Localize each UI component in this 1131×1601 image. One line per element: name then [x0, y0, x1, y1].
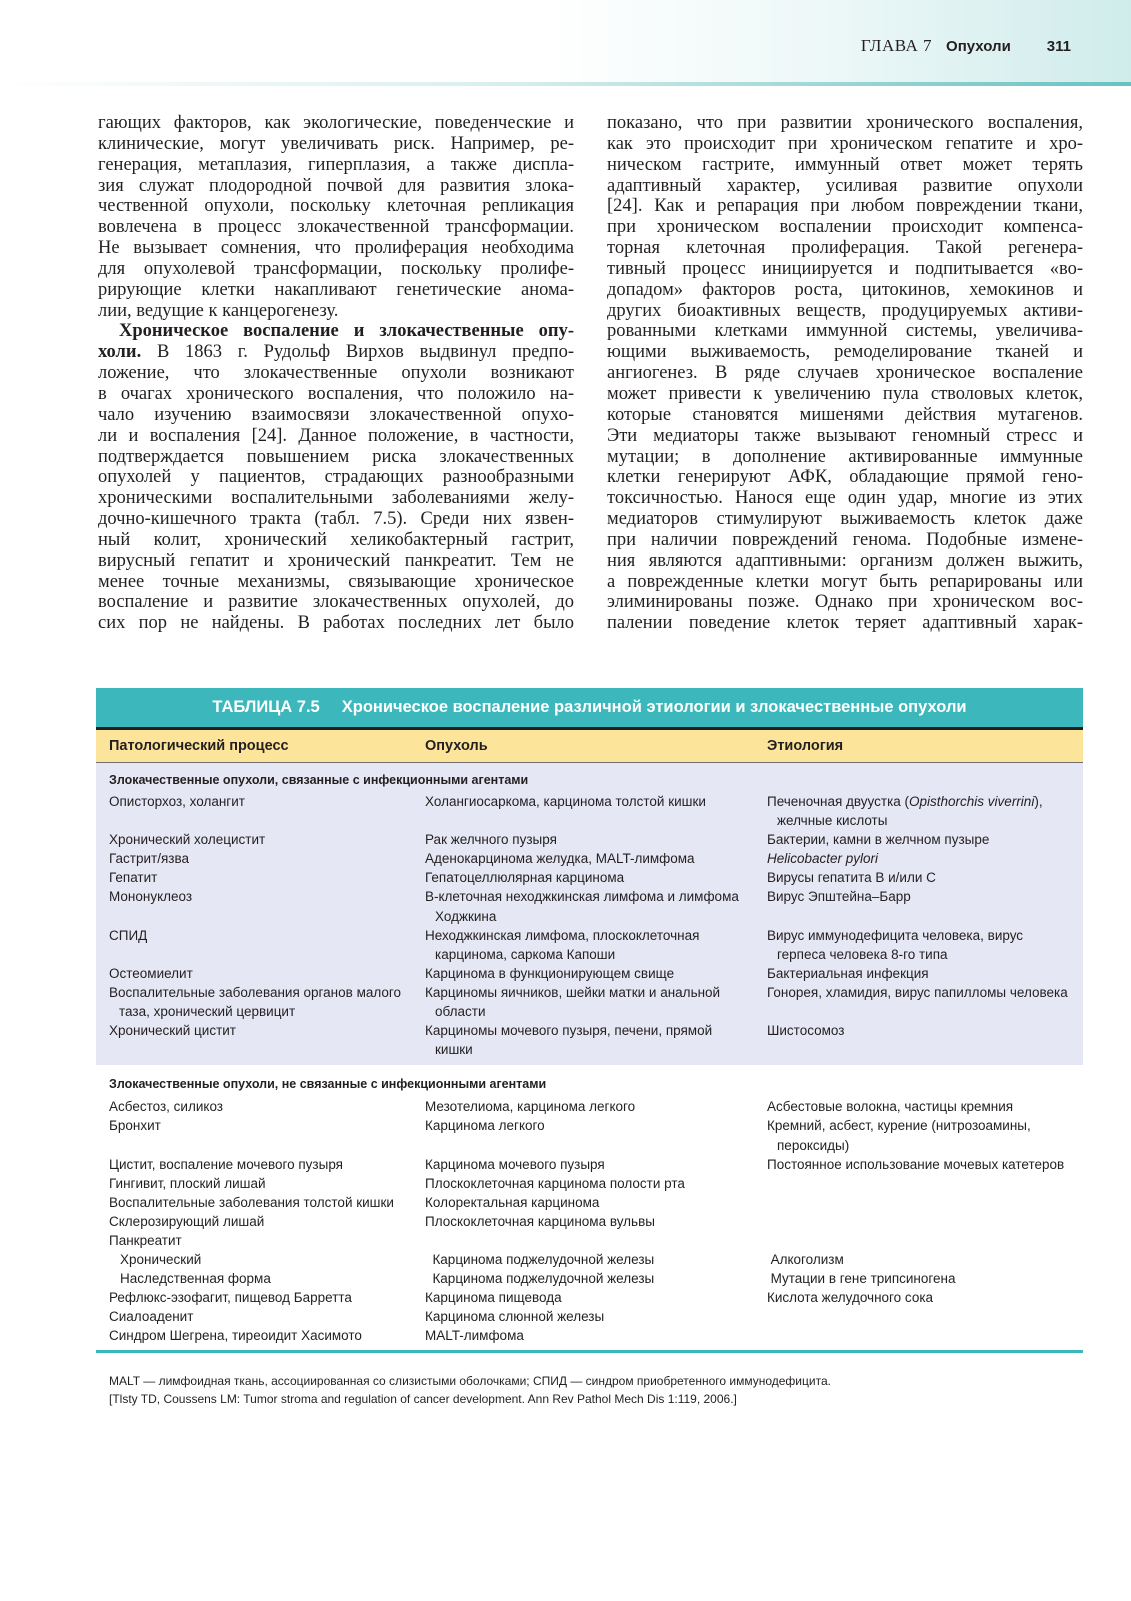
- cell-process: [96, 1307, 425, 1326]
- cell-process: [96, 830, 425, 849]
- table-row: [96, 1326, 1083, 1345]
- table-row: [96, 1155, 1083, 1174]
- cell-tumor: [432, 1269, 770, 1288]
- text-line: Не вызывает сомнения, что пролиферация необходима: [98, 238, 574, 259]
- text-line: торная клеточная пролиферация. Такой регенера-: [607, 238, 1083, 259]
- cell-etiology: [767, 830, 1083, 849]
- text-line: ли и воспаления [24]. Данное положение, в частности,: [98, 425, 574, 446]
- running-head: [861, 36, 1071, 60]
- text-line: гающих факторов, как экологические, поведенческие и: [98, 113, 574, 133]
- cell-process: [96, 1174, 425, 1193]
- text-line: как это происходит при хроническом гепатите и хро-: [607, 133, 1083, 154]
- table-row: [96, 926, 1083, 964]
- cell-line: Гепатоцеллюлярная карцинома: [425, 870, 625, 886]
- cell-line: Карцинома слюнной железы: [425, 1309, 605, 1325]
- text-line: клинические, могут увеличивать риск. Например, ре-: [98, 133, 574, 154]
- text-line: токсичностью. Нанося еще один удар, многие из этих: [607, 488, 1083, 509]
- cell-line: Плоскоклеточная карцинома полости рта: [425, 1175, 685, 1191]
- text-run: Печеночная двуустка (: [767, 794, 910, 809]
- cell-process: [96, 1193, 425, 1212]
- table-row: [96, 887, 1083, 925]
- table-row: [96, 868, 1083, 887]
- cell-etiology: [767, 868, 1083, 887]
- text-line: опухолей у пациентов, страдающих разнообразными: [98, 467, 574, 488]
- table-row: [96, 1307, 1083, 1326]
- cell-tumor: [425, 1231, 767, 1250]
- cell-line: пероксиды): [777, 1137, 850, 1153]
- cell-line: [767, 1193, 1083, 1212]
- cell-line: Вирусы гепатита В и/или С: [767, 870, 936, 886]
- table-row: [96, 1269, 1083, 1288]
- cell-line: Остеомиелит: [109, 965, 193, 981]
- section-infectious: [96, 762, 1083, 1065]
- text-line: показано, что при развитии хронического воспаления,: [607, 113, 1083, 133]
- cell-process: [96, 1097, 425, 1116]
- text-line: дочно-кишечного тракта (табл. 7.5). Среди них язвен-: [98, 509, 574, 530]
- text-line: чало изучению взаимосвязи злокачественной опухо-: [98, 404, 574, 425]
- cell-line: Кремний, асбест, курение (нитрозоамины,: [767, 1118, 1031, 1134]
- cell-line: Гонорея, хламидия, вирус папилломы человека: [767, 984, 1068, 1000]
- cell-line: герпеса человека 8-го типа: [777, 946, 948, 962]
- column-header-tumor: Опухоль: [425, 738, 488, 754]
- cell-tumor: [425, 792, 767, 830]
- cell-line: Бактерии, камни в желчном пузыре: [767, 832, 990, 848]
- text-line: [24]. Как и репарация при любом повреждении ткани,: [607, 196, 1083, 217]
- text-line: элиминированы позже. Однако при хроническом вос-: [607, 592, 1083, 613]
- cell-line: Карциномы мочевого пузыря, печени, прямой: [425, 1023, 713, 1039]
- run-in-heading-end: холи.: [98, 342, 142, 363]
- section-rows: [96, 1097, 1083, 1345]
- text-line: в очагах хронического воспаления, что положило на-: [98, 383, 574, 404]
- cell-etiology: [767, 926, 1083, 964]
- header-rule: [0, 82, 1131, 86]
- cell-line: Гастрит/язва: [109, 851, 190, 867]
- cell-etiology: [767, 849, 1083, 868]
- section-rows: [96, 792, 1083, 1059]
- cell-line: Карцинома поджелудочной железы: [432, 1252, 655, 1268]
- cell-tumor: [425, 1155, 767, 1174]
- cell-line: Вирус иммунодефицита человека, вирус: [767, 927, 1024, 943]
- cell-process: [96, 1231, 425, 1250]
- table-row: [96, 964, 1083, 983]
- cell-tumor: [425, 983, 767, 1021]
- cell-line: Карцинома мочевого пузыря: [425, 1156, 605, 1172]
- cell-etiology: [771, 1269, 1083, 1288]
- table-footnote-source: [Tlsty TD, Coussens LM: Tumor stroma and regulation of cancer development. Ann Rev Pathol Mech Dis 1:119, 2006.]: [109, 1392, 737, 1406]
- cell-line: области: [435, 1004, 486, 1020]
- text-line: а поврежденные клетки могут быть репарированы или: [607, 571, 1083, 592]
- chapter-title: Опухоли: [946, 38, 1011, 55]
- cell-process: [96, 887, 425, 925]
- cell-line: Воспалительные заболевания толстой кишки: [109, 1194, 394, 1210]
- table-title: Хроническое воспаление различной этиологии и злокачественные опухоли: [341, 698, 967, 716]
- text-line: допадом» факторов роста, цитокинов, хемокинов и: [607, 279, 1083, 300]
- cell-process: [96, 868, 425, 887]
- species-name: Opisthorchis viverrini: [909, 794, 1035, 809]
- cell-line: Хронический холецистит: [109, 832, 266, 848]
- table-row: [96, 849, 1083, 868]
- table-footnote-abbreviations: MALT — лимфоидная ткань, ассоциированная со слизистыми оболочками; СПИД — синдром приобретенного иммунодефицита.: [109, 1374, 831, 1388]
- cell-process: [96, 1212, 425, 1231]
- cell-line: Мутации в гене трипсиногена: [770, 1271, 956, 1287]
- cell-tumor: [425, 1288, 767, 1307]
- table-row: [96, 1021, 1083, 1059]
- cell-etiology: [767, 1021, 1083, 1059]
- cell-process: [96, 1288, 425, 1307]
- run-in-heading: Хроническое воспаление и злокачественные опу-: [119, 321, 574, 342]
- cell-tumor: [432, 1250, 770, 1269]
- cell-line: MALT-лимфома: [425, 1328, 524, 1344]
- text-line: Эти медиаторы также вызывают геномный стресс и: [607, 425, 1083, 446]
- cell-etiology: [767, 1155, 1083, 1174]
- cell-line: Гингивит, плоский лишай: [109, 1175, 266, 1191]
- chapter-label: ГЛАВА 7: [860, 36, 933, 55]
- cell-line: [767, 1326, 1083, 1345]
- cell-process: [96, 926, 425, 964]
- table-row: [96, 1116, 1083, 1154]
- cell-tumor: [425, 1021, 767, 1059]
- cell-etiology: [767, 1231, 1083, 1250]
- cell-line: Хронический цистит: [109, 1023, 236, 1039]
- text-line: вирусный гепатит и хронический панкреатит. Тем не: [98, 550, 574, 571]
- cell-etiology: [767, 1174, 1083, 1193]
- table-row: [96, 1250, 1083, 1269]
- left-column: [98, 113, 574, 634]
- text-line: ложение, что злокачественные опухоли возникают: [98, 363, 574, 384]
- cell-process: [96, 1155, 425, 1174]
- cell-line: Синдром Шегрена, тиреоидит Хасимото: [109, 1328, 362, 1344]
- cell-tumor: [425, 887, 767, 925]
- cell-etiology: [767, 1307, 1083, 1326]
- text-line: вовлечена в процесс злокачественной трансформации.: [98, 217, 574, 238]
- cell-line: Панкреатит: [109, 1232, 182, 1248]
- cell-tumor: [425, 1193, 767, 1212]
- text-line: [98, 342, 574, 363]
- cell-line: Мезотелиома, карцинома легкого: [425, 1099, 636, 1115]
- cell-line: Helicobacter pylori: [767, 851, 879, 867]
- cell-line: [767, 1307, 1083, 1326]
- cell-etiology: [767, 964, 1083, 983]
- table-row: [96, 1193, 1083, 1212]
- text-line: клетки генерируют АФК, обладающие прямой гено-: [607, 467, 1083, 488]
- paragraph-3: [607, 113, 1083, 634]
- cell-line: кишки: [435, 1042, 473, 1058]
- cell-etiology: [767, 1212, 1083, 1231]
- cell-line: карцинома, саркома Капоши: [435, 946, 616, 962]
- text-line: мутации; в дополнение активированные иммунные: [607, 446, 1083, 467]
- cell-line: Карцинома поджелудочной железы: [432, 1271, 655, 1287]
- cell-tumor: [425, 868, 767, 887]
- cell-line: Рак желчного пузыря: [425, 832, 557, 848]
- table-title-bar: [96, 688, 1083, 727]
- paragraph-2-body: [98, 363, 574, 634]
- cell-line: Сиалоаденит: [109, 1309, 194, 1325]
- cell-process: [96, 849, 425, 868]
- cell-line: Карцинома в функционирующем свище: [425, 965, 675, 981]
- text-line: медиаторов стимулируют выживаемость клеток даже: [607, 509, 1083, 530]
- text-line: менее точные механизмы, связывающие хроническое: [98, 571, 574, 592]
- cell-line: Кислота желудочного сока: [767, 1290, 934, 1306]
- cell-tumor: [425, 1212, 767, 1231]
- text-line: может привести к увеличению пула стволовых клеток,: [607, 383, 1083, 404]
- text-line: рованными клетками иммунной системы, увеличива-: [607, 321, 1083, 342]
- table-row: [96, 1231, 1083, 1250]
- cell-line: Колоректальная карцинома: [425, 1194, 600, 1210]
- table-label: ТАБЛИЦА 7.5: [212, 698, 320, 716]
- table-row: [96, 1212, 1083, 1231]
- text-line: для опухолевой трансформации, поскольку пролифе-: [98, 258, 574, 279]
- cell-etiology: [767, 1193, 1083, 1212]
- text-line: при хроническом воспалении происходит компенса-: [607, 217, 1083, 238]
- table-row: [96, 983, 1083, 1021]
- cell-line: [767, 792, 1083, 811]
- cell-tumor: [425, 1097, 767, 1116]
- right-column: [607, 113, 1083, 634]
- cell-line: Хронический: [120, 1252, 202, 1268]
- cell-etiology: [771, 1250, 1083, 1269]
- text-line: сих пор не найдены. В работах последних лет было: [98, 613, 574, 634]
- cell-line: Рефлюкс-эзофагит, пищевод Барретта: [109, 1290, 352, 1306]
- section-noninfectious: [96, 1065, 1083, 1349]
- text-run: В 1863 г. Рудольф Вирхов выдвинул предпо-: [141, 342, 574, 363]
- text-line: рирующие клетки накапливают генетические анома-: [98, 279, 574, 300]
- cell-line: Аденокарцинома желудка, MALT-лимфома: [425, 851, 695, 867]
- text-line: других биоактивных веществ, продуцируемых активи-: [607, 300, 1083, 321]
- cell-etiology: [767, 1116, 1083, 1154]
- cell-etiology: [767, 1097, 1083, 1116]
- table-bottom-rule: [96, 1350, 1083, 1353]
- text-line: хроническими воспалительными заболеваниями желу-: [98, 488, 574, 509]
- cell-process: [96, 1250, 432, 1269]
- cell-line: желчные кислоты: [777, 813, 888, 829]
- cell-tumor: [425, 1307, 767, 1326]
- cell-line: таза, хронический цервицит: [119, 1004, 296, 1020]
- cell-line: Асбестоз, силикоз: [109, 1099, 223, 1115]
- cell-tumor: [425, 926, 767, 964]
- text-line: ническом гастрите, иммунный ответ может терять: [607, 154, 1083, 175]
- cell-process: [96, 1021, 425, 1059]
- cell-process: [96, 1269, 432, 1288]
- table-row: [96, 830, 1083, 849]
- table-7-5: [96, 688, 1083, 1353]
- text-line: зия служат плодородной почвой для развития злока-: [98, 175, 574, 196]
- text-line: адаптивный характер, усиливая развитие опухоли: [607, 175, 1083, 196]
- cell-line: Вирус Эпштейна–Барр: [767, 889, 911, 905]
- cell-line: Гепатит: [109, 870, 158, 886]
- cell-line: Ходжкина: [435, 908, 497, 924]
- cell-line: Алкоголизм: [770, 1252, 844, 1268]
- table-row: [96, 1174, 1083, 1193]
- cell-line: Неходжкинская лимфома, плоскоклеточная: [425, 927, 700, 943]
- cell-line: Мононуклеоз: [109, 889, 193, 905]
- cell-line: Бактериальная инфекция: [767, 965, 929, 981]
- cell-process: [96, 983, 425, 1021]
- cell-line: Наследственная форма: [120, 1271, 271, 1287]
- cell-process: [96, 1326, 425, 1345]
- text-line: при наличии повреждений генома. Подобные измене-: [607, 529, 1083, 550]
- column-header-process: Патологический процесс: [109, 738, 289, 754]
- cell-tumor: [425, 1116, 767, 1154]
- cell-line: Шистосомоз: [767, 1023, 845, 1039]
- cell-tumor: [425, 849, 767, 868]
- cell-line: Постоянное использование мочевых катетеров: [767, 1156, 1065, 1172]
- cell-process: [96, 1116, 425, 1154]
- section-heading: Злокачественные опухоли, связанные с инфекционными агентами: [109, 773, 529, 787]
- text-line: подтверждается повышением риска злокачественных: [98, 446, 574, 467]
- page-number: 311: [1046, 38, 1071, 55]
- cell-etiology: [767, 1326, 1083, 1345]
- cell-line: Описторхоз, холангит: [109, 794, 245, 809]
- text-line: чественной опухоли, поскольку клеточная репликация: [98, 196, 574, 217]
- cell-line: Бронхит: [109, 1118, 161, 1134]
- cell-etiology: [767, 887, 1083, 925]
- cell-line: Холангиосаркома, карцинома толстой кишки: [425, 794, 706, 809]
- section-heading: Злокачественные опухоли, не связанные с инфекционными агентами: [109, 1077, 547, 1092]
- cell-etiology: [767, 983, 1083, 1021]
- cell-process: [96, 792, 425, 830]
- cell-line: Карциномы яичников, шейки матки и анальной: [425, 984, 721, 1000]
- cell-tumor: [425, 830, 767, 849]
- cell-tumor: [425, 1174, 767, 1193]
- cell-line: [767, 1174, 1083, 1193]
- cell-line: СПИД: [109, 927, 148, 943]
- table-row: [96, 1288, 1083, 1307]
- cell-tumor: [425, 964, 767, 983]
- paragraph-1: [98, 113, 574, 321]
- cell-process: [96, 964, 425, 983]
- cell-line: [767, 1231, 1083, 1250]
- cell-line: [425, 1231, 767, 1250]
- cell-line: Карцинома пищевода: [425, 1290, 562, 1306]
- column-header-etiology: Этиология: [767, 738, 844, 754]
- text-line: ный колит, хронический хеликобактерный гастрит,: [98, 529, 574, 550]
- text-line: генерация, метаплазия, гиперплазия, а также диспла-: [98, 154, 574, 175]
- text-line: [98, 321, 574, 342]
- cell-etiology: [767, 792, 1083, 830]
- cell-line: Асбестовые волокна, частицы кремния: [767, 1099, 1014, 1115]
- text-line: ния являются адаптивными: организм должен выжить,: [607, 550, 1083, 571]
- table-row: [96, 792, 1083, 830]
- cell-line: Цистит, воспаление мочевого пузыря: [109, 1156, 343, 1172]
- cell-etiology: [767, 1288, 1083, 1307]
- text-line: воспаление и развитие злокачественных опухолей, до: [98, 592, 574, 613]
- cell-line: [767, 1212, 1083, 1231]
- text-line: ющими выживаемость, ремоделирование тканей и: [607, 342, 1083, 363]
- text-line: тивный процесс инициируется и подпитывается «во-: [607, 258, 1083, 279]
- text-line: лии, ведущие к канцерогенезу.: [98, 300, 339, 321]
- cell-line: В-клеточная неходжкинская лимфома и лимфома: [425, 889, 739, 905]
- cell-line: Воспалительные заболевания органов малого: [109, 984, 402, 1000]
- text-run: ),: [1034, 794, 1043, 809]
- cell-line: Карцинома легкого: [425, 1118, 545, 1134]
- text-line: ангиогенез. В ряде случаев хроническое воспаление: [607, 363, 1083, 384]
- cell-line: Склерозирующий лишай: [109, 1213, 265, 1229]
- paragraph-2: [98, 321, 574, 634]
- table-column-headers: [96, 727, 1083, 762]
- text-line: палении поведение клеток теряет адаптивный харак-: [607, 613, 1083, 634]
- table-row: [96, 1097, 1083, 1116]
- cell-line: Плоскоклеточная карцинома вульвы: [425, 1213, 655, 1229]
- cell-tumor: [425, 1326, 767, 1345]
- text-line: которые становятся мишенями действия мутагенов.: [607, 404, 1083, 425]
